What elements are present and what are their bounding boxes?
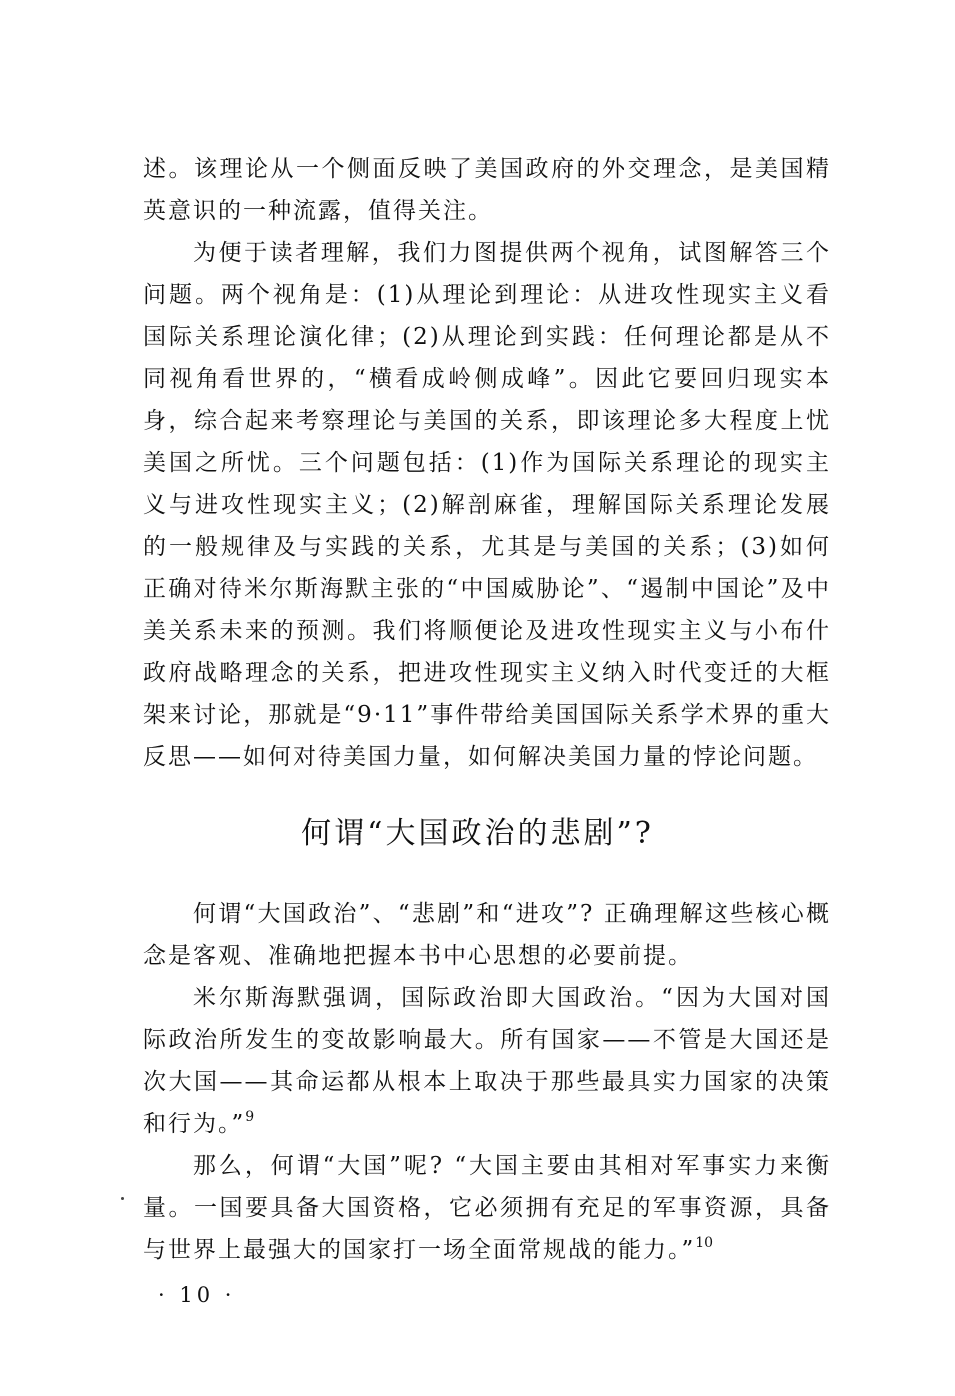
section-heading: 何谓“大国政治的悲剧”? [301, 816, 654, 851]
paragraph-text: 米尔斯海默强调，国际政治即大国政治。“因为大国对国际政治所发生的变故影响最大。所有国家——不管是大国还是次大国——其命运都从根本上取决于那些最具实力国家的决策和行为。” [143, 985, 831, 1137]
paragraph-continued: 述。该理论从一个侧面反映了美国政府的外交理念，是美国精英意识的一种流露，值得关注。 [143, 156, 831, 224]
body-text-lower [143, 893, 831, 1271]
paragraph-great-power-politics [143, 977, 831, 1145]
paragraph-core-concepts: 何谓“大国政治”、“悲剧”和“进攻”? 正确理解这些核心概念是客观、准确地把握本书中心思想的必要前提。 [143, 901, 831, 969]
body-text-upper [143, 148, 831, 778]
footnote-marker: 10 [695, 1235, 714, 1251]
paragraph-text: 那么，何谓“大国”呢? “大国主要由其相对军事实力来衡量。一国要具备大国资格，它必须拥有充足的军事资源，具备与世界上最强大的国家打一场全面常规战的能力。” [143, 1153, 831, 1263]
paragraph-perspectives: 为便于读者理解，我们力图提供两个视角，试图解答三个问题。两个视角是：(1)从理论到理论：从进攻性现实主义看国际关系理论演化律；(2)从理论到实践：任何理论都是从不同视角看世界的，“横看成岭侧成峰”。因此它要回归现实本身，综合起来考察理论与美国的关系，即该理论多大程度上忧美国之所忧。三个问题包括：(1)作为国际关系理论的现实主义与进攻性现实主义；(2)解剖麻雀，理解国际关系理论发展的一般规律及与实践的关系，尤其是与美国的关系；(3)如何正确对待米尔斯海默主张的“中国威胁论”、“遏制中国论”及中美关系未来的预测。我们将顺便论及进攻性现实主义与小布什政府战略理念的关系，把进攻性现实主义纳入时代变迁的大框架来讨论，那就是“9·11”事件带给美国国际关系学术界的重大反思——如何对待美国力量，如何解决美国力量的悖论问题。 [143, 240, 831, 770]
footnote-marker: 9 [245, 1109, 255, 1125]
paragraph-great-power-definition [143, 1145, 831, 1271]
scan-speck [121, 1197, 124, 1200]
page-number: · 10 · [158, 1283, 236, 1307]
